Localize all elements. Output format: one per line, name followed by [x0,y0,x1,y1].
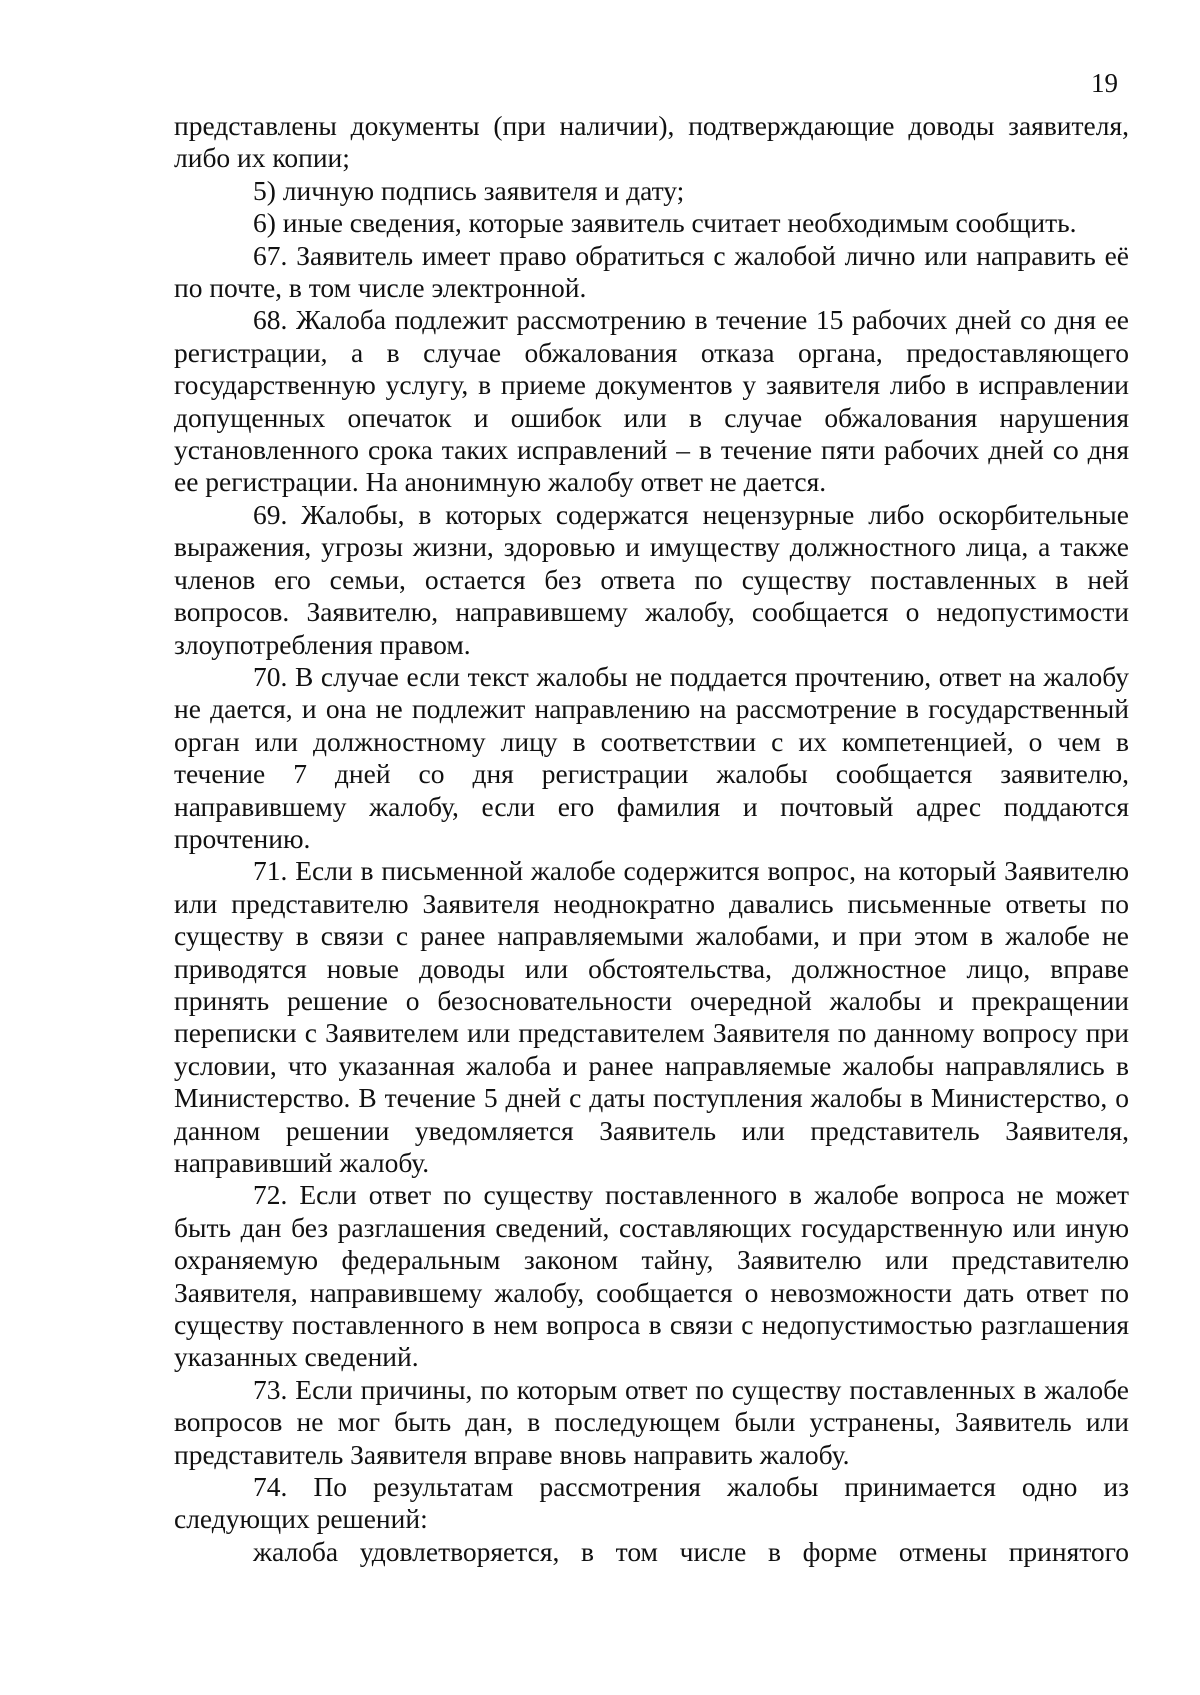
page-number: 19 [1091,68,1118,98]
paragraph: представлены документы (при наличии), подтверждающие доводы заявителя, либо их копии; [174,110,1129,174]
paragraph: 69. Жалобы, в которых содержатся нецензурные либо оскорбительные выражения, угрозы жизни, здоровью и имуществу должностного лица, а также членов его семьи, остается без ответа по существу поставленных в ней вопросов. Заявителю, направившему жалобу, сообщается о недопустимости злоупотребления правом. [174,498,1129,660]
paragraph: 72. Если ответ по существу поставленного в жалобе вопроса не может быть дан без разглашения сведений, составляющих государственную или иную охраняемую федеральным законом тайну, Заявителю или представителю Заявителя, направившему жалобу, сообщается о невозможности дать ответ по существу поставленного в нем вопроса в связи с недопустимостью разглашения указанных сведений. [174,1179,1129,1373]
document-body [174,110,1129,1568]
paragraph: 70. В случае если текст жалобы не поддается прочтению, ответ на жалобу не дается, и она не подлежит направлению на рассмотрение в государственный орган или должностному лицу в соответствии с их компетенцией, о чем в течение 7 дней со дня регистрации жалобы сообщается заявителю, направившему жалобу, если его фамилия и почтовый адрес поддаются прочтению. [174,660,1129,854]
paragraph: 68. Жалоба подлежит рассмотрению в течение 15 рабочих дней со дня ее регистрации, а в случае обжалования отказа органа, предоставляющего государственную услугу, в приеме документов у заявителя либо в исправлении допущенных опечаток и ошибок или в случае обжалования нарушения установленного срока таких исправлений – в течение пяти рабочих дней со дня ее регистрации. На анонимную жалобу ответ не дается. [174,304,1129,498]
paragraph: 73. Если причины, по которым ответ по существу поставленных в жалобе вопросов не мог быть дан, в последующем были устранены, Заявитель или представитель Заявителя вправе вновь направить жалобу. [174,1373,1129,1470]
paragraph: 6) иные сведения, которые заявитель считает необходимым сообщить. [253,207,1077,239]
paragraph: 74. По результатам рассмотрения жалобы принимается одно из следующих решений: [174,1471,1129,1535]
paragraph: 5) личную подпись заявителя и дату; [253,174,685,206]
paragraph: 67. Заявитель имеет право обратиться с жалобой лично или направить её по почте, в том числе электронной. [174,239,1129,304]
paragraph: жалоба удовлетворяется, в том числе в форме отмены принятого [253,1535,1129,1567]
paragraph: 71. Если в письменной жалобе содержится вопрос, на который Заявителю или представителю Заявителя неоднократно давались письменные ответы по существу в связи с ранее направляемыми жалобами, и при этом в жалобе не приводятся новые доводы или обстоятельства, должностное лицо, вправе принять решение о безосновательности очередной жалобы и прекращении переписки с Заявителем или представителем Заявителя по данному вопросу при условии, что указанная жалоба и ранее направляемые жалобы направлялись в Министерство. В течение 5 дней с даты поступления жалобы в Министерство, о данном решении уведомляется Заявитель или представитель Заявителя, направивший жалобу. [174,855,1129,1178]
